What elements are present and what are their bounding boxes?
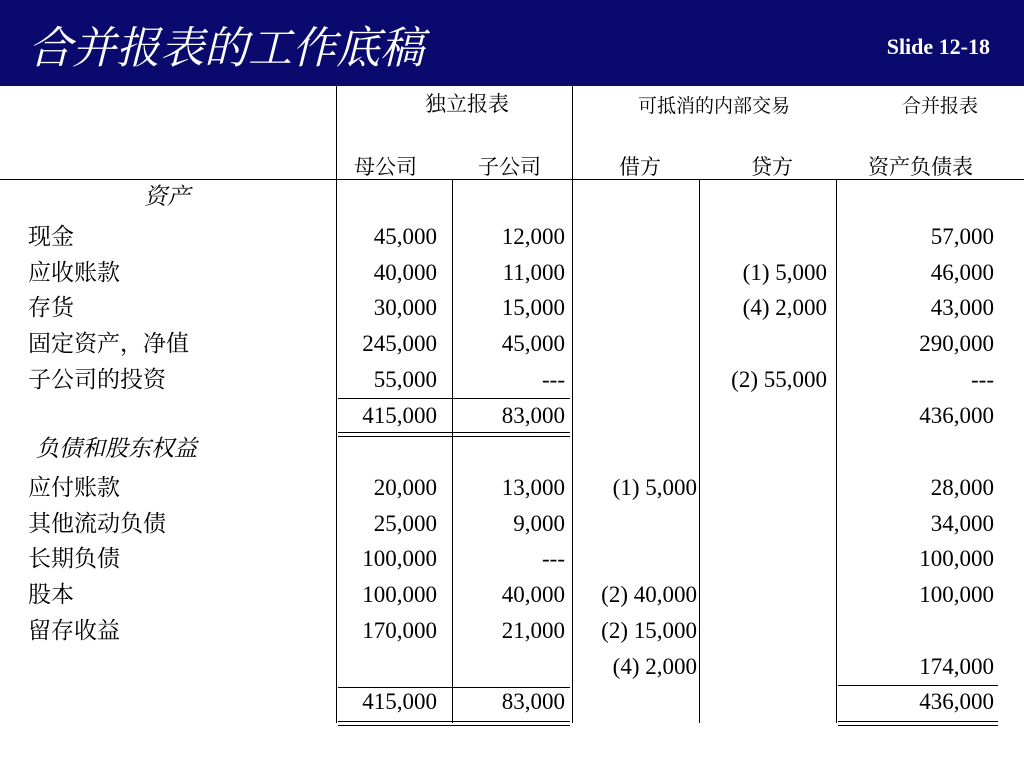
row-label: 存货	[28, 295, 74, 321]
cell-s: 83,000	[501, 403, 565, 428]
cell-p: 20,000	[373, 475, 437, 500]
row-label: 应收账款	[28, 260, 120, 286]
cell-s: ---	[542, 546, 565, 571]
slide-title: 合并报表的工作底稿	[28, 23, 424, 74]
cell-c: 57,000	[930, 224, 994, 249]
cell-s: 11,000	[502, 260, 565, 285]
total-rule-liab-1	[338, 721, 570, 722]
cell-s: 45,000	[501, 331, 565, 356]
col-rule-parent	[336, 86, 337, 723]
cell-s: 83,000	[501, 689, 565, 714]
slide-number: Slide 12-18	[886, 34, 990, 59]
cell-p: 170,000	[362, 618, 437, 643]
cell-dr: (1) 5,000	[612, 475, 697, 500]
header-debit: 借方	[619, 155, 661, 179]
header-subsidiary: 子公司	[478, 155, 541, 179]
cell-c: 174,000	[919, 654, 994, 679]
slide-header	[0, 0, 1024, 86]
cell-p: 100,000	[362, 582, 437, 607]
cell-cr: (2) 55,000	[731, 367, 827, 392]
header-consolidated: 合并报表	[902, 95, 979, 117]
cell-c: 100,000	[919, 546, 994, 571]
cell-s: 12,000	[501, 224, 565, 249]
cell-c: 46,000	[930, 260, 994, 285]
cell-s: 40,000	[501, 582, 565, 607]
header-credit: 贷方	[751, 155, 793, 179]
cell-p: 40,000	[373, 260, 437, 285]
cell-s: 15,000	[501, 295, 565, 320]
cell-p: 55,000	[373, 367, 437, 392]
total-rule-consolidated-1	[838, 721, 998, 722]
total-rule-consolidated-2	[838, 725, 998, 726]
col-rule-sub	[452, 180, 453, 723]
header-eliminations: 可抵消的内部交易	[638, 95, 791, 117]
col-rule-consolidated	[836, 180, 837, 723]
cell-s: ---	[542, 367, 565, 392]
cell-c: 436,000	[919, 689, 994, 714]
cell-c: 100,000	[919, 582, 994, 607]
row-label: 现金	[28, 224, 74, 250]
cell-dr: (2) 15,000	[601, 618, 697, 643]
cell-s: 9,000	[513, 511, 565, 536]
header-rule	[0, 179, 1024, 180]
cell-p: 100,000	[362, 546, 437, 571]
cell-c: 28,000	[930, 475, 994, 500]
cell-p: 245,000	[362, 331, 437, 356]
total-rule-assets-2	[338, 436, 570, 437]
section-assets: 资产	[144, 184, 190, 210]
cell-c: ---	[971, 367, 994, 392]
section-liabilities-equity: 负债和股东权益	[36, 436, 197, 462]
cell-p: 25,000	[373, 511, 437, 536]
row-label: 长期负债	[28, 546, 120, 572]
cell-p: 415,000	[362, 403, 437, 428]
row-label: 子公司的投资	[28, 367, 166, 393]
subtotal-rule-assets	[338, 398, 570, 399]
cell-cr: (4) 2,000	[742, 295, 827, 320]
total-rule-liab-2	[338, 725, 570, 726]
row-label: 股本	[28, 582, 74, 608]
header-balance-sheet: 资产负债表	[868, 155, 973, 179]
cell-s: 21,000	[501, 618, 565, 643]
cell-c: 436,000	[919, 403, 994, 428]
cell-c: 290,000	[919, 331, 994, 356]
row-label: 固定资产，净值	[28, 331, 189, 357]
cell-c: 43,000	[930, 295, 994, 320]
col-rule-debit	[572, 86, 573, 723]
col-rule-credit	[699, 180, 700, 723]
cell-p: 415,000	[362, 689, 437, 714]
header-parent: 母公司	[354, 155, 417, 179]
cell-cr: (1) 5,000	[742, 260, 827, 285]
total-rule-assets-1	[338, 432, 570, 433]
cell-dr: (2) 40,000	[601, 582, 697, 607]
header-separate-statements: 独立报表	[425, 92, 509, 116]
cell-c: 34,000	[930, 511, 994, 536]
row-label: 应付账款	[28, 475, 120, 501]
cell-dr: (4) 2,000	[612, 654, 697, 679]
row-label: 留存收益	[28, 618, 120, 644]
row-label: 其他流动负债	[28, 511, 166, 537]
cell-p: 45,000	[373, 224, 437, 249]
subtotal-rule-liab	[338, 687, 570, 688]
subtotal-rule-consolidated	[838, 685, 998, 686]
cell-p: 30,000	[373, 295, 437, 320]
cell-s: 13,000	[501, 475, 565, 500]
